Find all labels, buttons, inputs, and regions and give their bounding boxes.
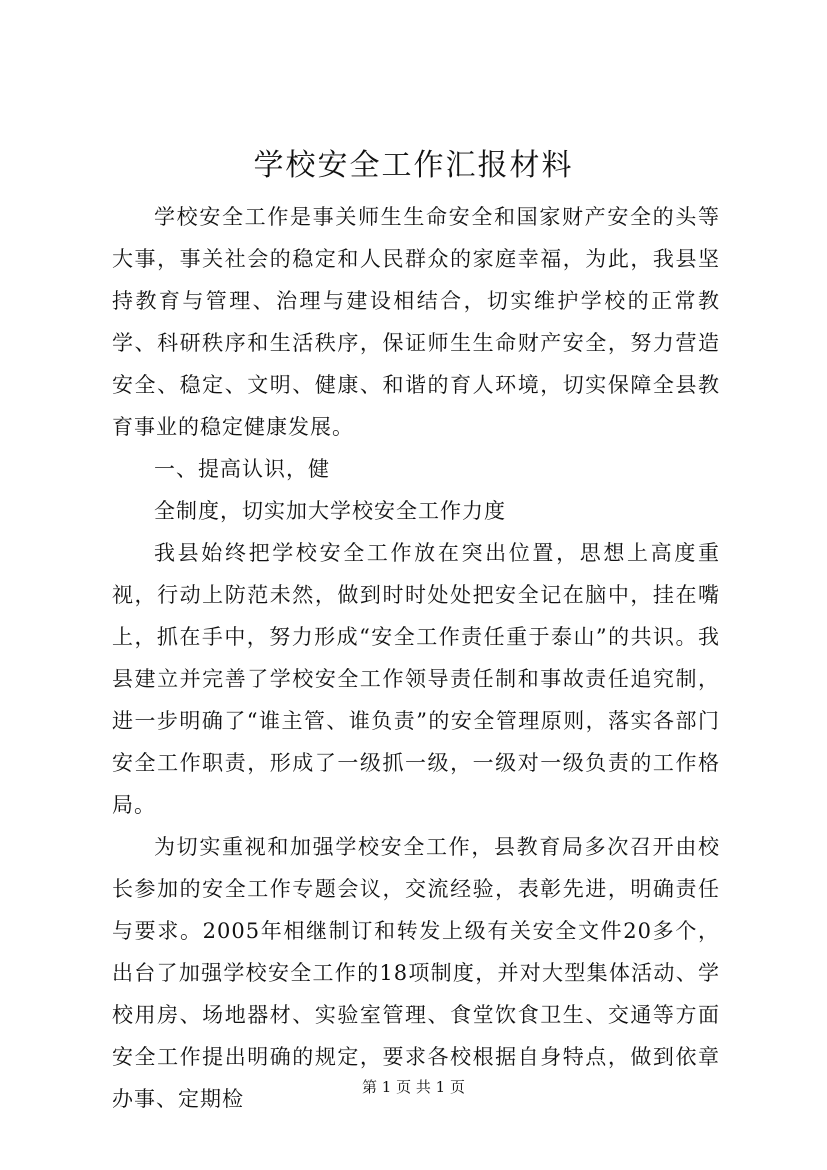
section-heading-part2: 全制度，切实加大学校安全工作力度 [154,499,506,523]
document-body [112,196,720,1120]
paragraph-intro: 学校安全工作是事关师生生命安全和国家财产安全的头等大事，事关社会的稳定和人民群众的家庭幸福，为此，我县坚持教育与管理、治理与建设相结合，切实维护学校的正常教学、科研秩序和生活秩序，保证师生生命财产安全，努力营造安全、稳定、文明、健康、和谐的育人环境，切实保障全县教育事业的稳定健康发展。 [112,205,720,439]
paragraph-measures: 为切实重视和加强学校安全工作，县教育局多次召开由校长参加的安全工作专题会议，交流经验，表彰先进，明确责任与要求。2005年相继制订和转发上级有关安全文件20多个，出台了加强学校安全工作的18项制度，并对大型集体活动、学校用房、场地器材、实验室管理、食堂饮食卫生、交通等方面安全工作提出明确的规定，要求各校根据自身特点，做到依章办事、定期检 [112,835,720,1111]
document-title: 学校安全工作汇报材料 [253,148,574,183]
page-number-footer: 第 1 页 共 1 页 [362,1078,465,1096]
section-heading-part1: 一、提高认识，健 [154,457,330,481]
paragraph-responsibility: 我县始终把学校安全工作放在突出位置，思想上高度重视，行动上防范未然，做到时时处处把安全记在脑中，挂在嘴上，抓在手中，努力形成“安全工作责任重于泰山”的共识。我县建立并完善了学校安全工作领导责任制和事故责任追究制，进一步明确了“谁主管、谁负责”的安全管理原则，落实各部门安全工作职责，形成了一级抓一级，一级对一级负责的工作格局。 [112,541,720,817]
